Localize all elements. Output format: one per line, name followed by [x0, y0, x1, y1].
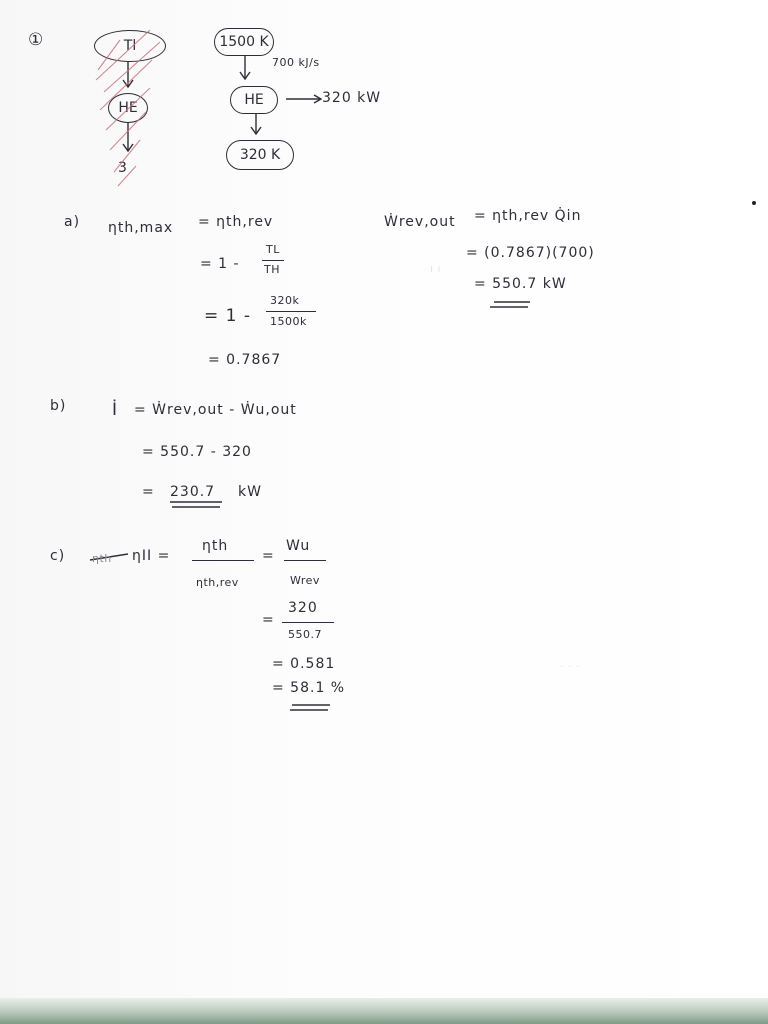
part-a-eq3-prefix: = 1 - [204, 306, 252, 326]
part-c-eq2-num: 320 [288, 600, 318, 616]
part-a-label: a) [64, 214, 81, 230]
part-c-f1-num: ηth [202, 538, 229, 554]
desk-edge [0, 998, 768, 1024]
part-a-eq1: = ηth,rev [198, 214, 274, 230]
part-b-unit: kW [238, 484, 262, 500]
fraction-bar [262, 260, 284, 261]
w-rev-out-eq2: = (0.7867)(700) [466, 245, 595, 261]
part-c-f1-den: ηth,rev [196, 576, 239, 589]
part-c-eq2-prefix: = [262, 612, 275, 628]
part-c-f2-num: Wu [286, 538, 311, 554]
part-c-eq2-den: 550.7 [288, 628, 322, 641]
w-rev-out-lhs: Ẇrev,out [384, 214, 456, 230]
red-scribble [96, 30, 160, 186]
work-output-label: 320 kW [322, 90, 382, 106]
w-rev-out-result: = 550.7 kW [474, 276, 567, 292]
fraction-bar [266, 311, 316, 312]
cold-reservoir-label: 320 K [239, 147, 281, 163]
hot-reservoir-label: 1500 K [219, 34, 269, 50]
left-cold-label: 3 [118, 160, 128, 176]
eta-th-max: ηth,max [108, 220, 174, 236]
part-a-result: = 0.7867 [208, 352, 282, 368]
w-rev-out-eq1: = ηth,rev Q̇in [474, 208, 582, 224]
heat-input-label: 700 kJ/s [272, 56, 320, 69]
ink-dot [752, 201, 756, 205]
part-c-result: = 58.1 % [272, 680, 346, 696]
part-b-label: b) [50, 398, 67, 414]
left-hot-label: Tl [123, 38, 137, 54]
part-a-eq3-num: 320k [270, 294, 300, 307]
bleed-through-mark: ı ı [430, 262, 442, 275]
heat-engine-label: HE [244, 92, 264, 108]
bleed-through-mark: · · · [560, 660, 580, 673]
fraction-bar [284, 560, 326, 561]
fraction-bar [192, 560, 254, 561]
left-he-label: HE [118, 100, 138, 116]
part-c-eq-mid: = [262, 548, 275, 564]
irreversibility-symbol: İ [112, 400, 119, 420]
part-c-label: c) [50, 548, 66, 564]
fraction-bar [282, 622, 334, 623]
part-b-result: 230.7 [170, 484, 216, 500]
part-c-f2-den: Wrev [290, 574, 320, 587]
part-a-eq2-num: TL [266, 243, 280, 256]
part-a-eq2-prefix: = 1 - [200, 256, 240, 272]
part-b-result-prefix: = [142, 484, 155, 500]
problem-number: ① [28, 30, 45, 50]
part-b-eq1: = Ẇrev,out - Ẇu,out [134, 402, 297, 418]
struck-text: ηth [92, 552, 112, 565]
part-c-eq3: = 0.581 [272, 656, 336, 672]
part-b-eq2: = 550.7 - 320 [142, 444, 252, 460]
part-a-eq2-den: TH [264, 263, 280, 276]
eta-ii-lhs: ηII = [132, 548, 171, 564]
part-a-eq3-den: 1500k [270, 315, 307, 328]
